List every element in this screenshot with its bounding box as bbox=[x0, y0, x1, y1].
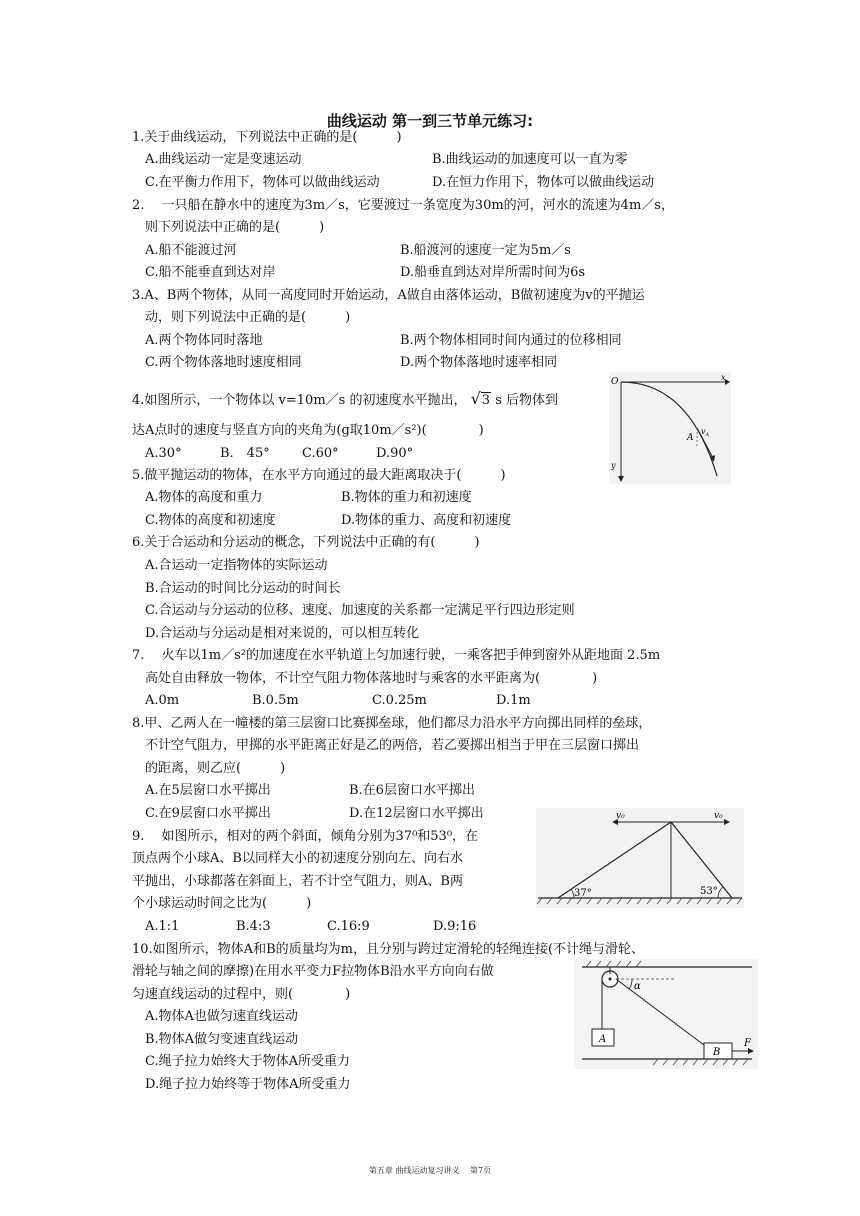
q3-stem-line1: 3.A、B两个物体，从同一高度同时开始运动，A做自由落体运动，B做初速度为v的平抛运 bbox=[132, 288, 645, 303]
q4-stem-part1: 4.如图所示，一个物体以 v=10m／s 的初速度水平抛出， bbox=[132, 393, 467, 408]
q5-option-d: D.物体的重力、高度和初速度 bbox=[341, 513, 512, 528]
q8-stem-line2: 不计空气阻力，甲掷的水平距离正好是乙的两倍，若乙要掷出相当于甲在三层窗口掷出 bbox=[145, 738, 640, 753]
right-angle-label: 53° bbox=[700, 886, 718, 897]
force-label: F bbox=[744, 1038, 751, 1049]
page-footer: 第五章 曲线运动复习讲义 第7页 bbox=[368, 1166, 492, 1175]
q3-option-d: D.两个物体落地时速率相同 bbox=[400, 355, 558, 370]
velocity-symbol: v bbox=[701, 427, 706, 436]
pulley-figure bbox=[574, 959, 758, 1069]
q5-option-a: A.物体的高度和重力 bbox=[145, 490, 263, 505]
q2-option-b: B.船渡河的速度一定为5m／s bbox=[400, 243, 571, 258]
page-title: 曲线运动 第一到三节单元练习: bbox=[326, 112, 534, 130]
q7-option-c: C.0.25m bbox=[372, 693, 427, 708]
q9-stem-line1: 9. 如图所示，相对的两个斜面，倾角分别为37⁰和53⁰，在 bbox=[132, 829, 479, 844]
q10-option-c: C.绳子拉力始终大于物体A所受重力 bbox=[145, 1054, 351, 1069]
alpha-label: α bbox=[634, 981, 641, 992]
q1-stem: 1.关于曲线运动，下列说法中正确的是( ) bbox=[132, 130, 402, 145]
q4-stem-line2: 达A点时的速度与竖直方向的夹角为(g取10m／s²)( ) bbox=[132, 423, 484, 438]
point-a-label: A bbox=[687, 433, 694, 443]
q7-option-b: B.0.5m bbox=[252, 693, 299, 708]
origin-label: O bbox=[611, 377, 619, 387]
q1-option-c: C.在平衡力作用下，物体可以做曲线运动 bbox=[145, 175, 380, 190]
q8-option-b: B.在6层窗口水平掷出 bbox=[349, 783, 475, 798]
q4-option-c: C.60° bbox=[302, 446, 339, 461]
q10-stem-line2: 滑轮与轴之间的摩擦)在用水平变力F拉物体B沿水平方向向右做 bbox=[132, 964, 494, 979]
velocity-subscript: A bbox=[705, 432, 710, 438]
q8-stem-line1: 8.甲、乙两人在一幢楼的第三层窗口比赛掷垒球，他们都尽力沿水平方向掷出同样的垒球， bbox=[132, 716, 652, 731]
q8-stem-line3: 的距离，则乙应( ) bbox=[145, 761, 286, 776]
q7-option-a: A.0m bbox=[145, 693, 180, 708]
projectile-diagram bbox=[609, 372, 731, 484]
q4-option-d: D.90° bbox=[376, 446, 414, 461]
q6-option-b: B.合运动的时间比分运动的时间长 bbox=[145, 581, 341, 596]
q2-option-a: A.船不能渡过河 bbox=[145, 243, 237, 258]
q2-stem-line1: 2. 一只船在静水中的速度为3m／s，它要渡过一条宽度为30m的河，河水的流速为4m／s， bbox=[132, 198, 674, 213]
q8-option-c: C.在9层窗口水平掷出 bbox=[145, 806, 271, 821]
q6-option-d: D.合运动与分运动是相对来说的，可以相互转化 bbox=[145, 626, 420, 641]
q9-stem-line3: 平抛出，小球都落在斜面上，若不计空气阻力，则A、B两 bbox=[132, 874, 463, 889]
q9-option-a: A.1:1 bbox=[145, 919, 180, 934]
block-a-label: A bbox=[599, 1034, 607, 1045]
q4-option-a: A.30° bbox=[145, 446, 182, 461]
sqrt-symbol: √ bbox=[470, 389, 481, 408]
left-velocity-label: v₀ bbox=[616, 811, 625, 821]
q3-option-a: A.两个物体同时落地 bbox=[145, 333, 263, 348]
q6-option-c: C.合运动与分运动的位移、速度、加速度的关系都一定满足平行四边形定则 bbox=[145, 603, 575, 618]
q3-option-b: B.两个物体相同时间内通过的位移相同 bbox=[400, 333, 622, 348]
q6-stem: 6.关于合运动和分运动的概念，下列说法中正确的有( ) bbox=[132, 535, 480, 550]
q6-option-a: A.合运动一定指物体的实际运动 bbox=[145, 558, 328, 573]
q10-option-a: A.物体A也做匀速直线运动 bbox=[145, 1009, 298, 1024]
q9-stem-line2: 顶点两个小球A、B以同样大小的初速度分别向左、向右水 bbox=[132, 851, 463, 866]
q10-stem-line1: 10.如图所示，物体A和B的质量均为m，且分别与跨过定滑轮的轻绳连接(不计绳与滑轮、 bbox=[132, 942, 645, 957]
q1-option-a: A.曲线运动一定是变速运动 bbox=[145, 152, 302, 167]
q2-stem-line2: 则下列说法中正确的是( ) bbox=[145, 220, 325, 235]
q9-stem-line4: 个小球运动时间之比为( ) bbox=[132, 896, 312, 911]
x-axis-label: x bbox=[721, 373, 726, 382]
q8-option-d: D.在12层窗口水平掷出 bbox=[349, 806, 484, 821]
q7-stem-line1: 7. 火车以1m／s²的加速度在水平轨道上匀加速行驶，一乘客把手伸到窗外从距地面 2.5m bbox=[132, 648, 661, 663]
q5-stem: 5.做平抛运动的物体，在水平方向通过的最大距离取决于( ) bbox=[132, 468, 506, 483]
q2-option-d: D.船垂直到达对岸所需时间为6s bbox=[400, 265, 586, 280]
block-b-label: B bbox=[713, 1047, 721, 1058]
q1-option-b: B.曲线运动的加速度可以一直为零 bbox=[432, 152, 628, 167]
pulley-axle bbox=[609, 978, 612, 981]
q4-stem-line1 bbox=[132, 391, 558, 409]
figure-background bbox=[609, 372, 731, 484]
q7-option-d: D.1m bbox=[496, 693, 531, 708]
inclines-figure bbox=[536, 808, 744, 908]
q10-stem-line3: 匀速直线运动的过程中，则( ) bbox=[132, 987, 351, 1002]
left-angle-label: 37° bbox=[574, 888, 592, 899]
q5-option-b: B.物体的重力和初速度 bbox=[341, 490, 472, 505]
q3-option-c: C.两个物体落地时速度相同 bbox=[145, 355, 302, 370]
q1-option-d: D.在恒力作用下，物体可以做曲线运动 bbox=[432, 175, 655, 190]
q4-stem-part2: s 后物体到 bbox=[495, 393, 559, 408]
right-velocity-label: v₀ bbox=[714, 811, 723, 821]
y-axis-label: y bbox=[611, 461, 616, 470]
q5-option-c: C.物体的高度和初速度 bbox=[145, 513, 276, 528]
q9-option-b: B.4:3 bbox=[236, 919, 271, 934]
q8-option-a: A.在5层窗口水平掷出 bbox=[145, 783, 271, 798]
q2-option-c: C.船不能垂直到达对岸 bbox=[145, 265, 276, 280]
q4-option-b: B. 45° bbox=[220, 446, 270, 461]
pulley-diagram bbox=[574, 959, 758, 1069]
q9-option-d: D.9:16 bbox=[433, 919, 477, 934]
projectile-figure bbox=[609, 372, 731, 484]
q4-sqrt-value: 3 bbox=[481, 393, 491, 408]
q7-stem-line2: 高处自由释放一物体，不计空气阻力物体落地时与乘客的水平距离为( ) bbox=[145, 671, 598, 686]
q3-stem-line2: 动，则下列说法中正确的是( ) bbox=[145, 310, 351, 325]
q10-option-d: D.绳子拉力始终等于物体A所受重力 bbox=[145, 1077, 351, 1092]
q10-option-b: B.物体A做匀变速直线运动 bbox=[145, 1032, 299, 1047]
q9-option-c: C.16:9 bbox=[327, 919, 370, 934]
inclines-diagram bbox=[536, 808, 744, 908]
